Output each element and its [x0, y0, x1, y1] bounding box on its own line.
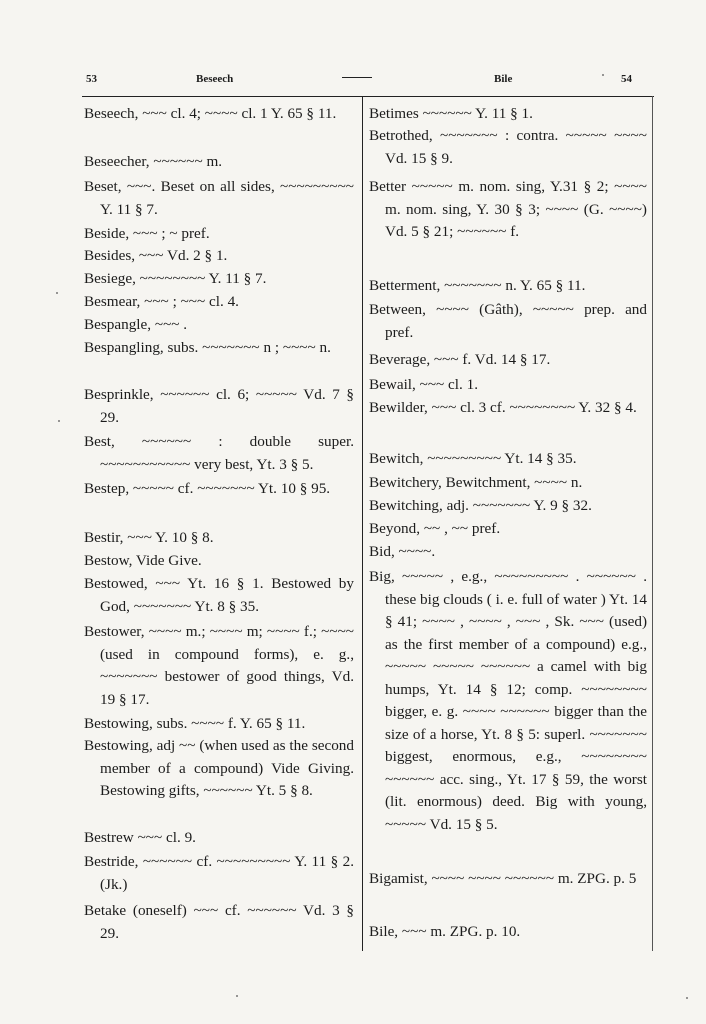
column-divider [362, 96, 363, 951]
entry-bewitching: Bewitching, adj. ~~~~~~~ Y. 9 § 32. [369, 497, 592, 514]
left-running-head: Beseech [196, 73, 234, 85]
entry-bid: Bid, ~~~~. [369, 543, 436, 560]
entry-betimes: Betimes ~~~~~~ Y. 11 § 1. [369, 105, 533, 122]
entry-bestowing-subs: Bestowing, subs. ~~~~ f. Y. 65 § 11. [84, 715, 306, 732]
entry-bigamist: Bigamist, ~~~~ ~~~~ ~~~~~~ m. ZPG. p. 5 [369, 870, 637, 887]
entry-betterment: Betterment, ~~~~~~~ n. Y. 65 § 11. [369, 277, 586, 294]
right-page-number: 54 [621, 73, 632, 85]
right-running-head: Bile [494, 73, 513, 85]
entry-beseecher: Beseecher, ~~~~~~ m. [84, 153, 223, 170]
entry-bestir: Bestir, ~~~ Y. 10 § 8. [84, 529, 214, 546]
entry-besiege: Besiege, ~~~~~~~~ Y. 11 § 7. [84, 270, 267, 287]
entry-beverage: Beverage, ~~~ f. Vd. 14 § 17. [369, 351, 551, 368]
entry-bestowing-adj: Bestowing, adj ~~ (when used as the second member of a compound) Vide Giving. Bestowing gifts, ~~~~~~ Yt. 5 § 8. [84, 737, 354, 799]
entry-bewitch: Bewitch, ~~~~~~~~~ Yt. 14 § 35. [369, 450, 577, 467]
entry-best: Best, ~~~~~~ : double super. ~~~~~~~~~~~ very best, Yt. 3 § 5. [84, 433, 354, 473]
left-page-number: 53 [86, 73, 97, 85]
ink-speck [58, 420, 60, 422]
ink-speck [686, 997, 688, 999]
entry-bestrew: Bestrew ~~~ cl. 9. [84, 829, 196, 846]
entry-bestower: Bestower, ~~~~ m.; ~~~~ m; ~~~~ f.; ~~~~ (used in compound forms), e. g., ~~~~~~~ bestower of good things, Vd. 19 § 17. [84, 623, 354, 708]
entry-beseech: Beseech, ~~~ cl. 4; ~~~~ cl. 1 Y. 65 § 11. [84, 105, 337, 122]
entry-bestride: Bestride, ~~~~~~ cf. ~~~~~~~~~ Y. 11 § 2. (Jk.) [84, 853, 354, 893]
ink-speck [602, 74, 604, 76]
entry-beset: Beset, ~~~. Beset on all sides, ~~~~~~~~~ Y. 11 § 7. [84, 178, 354, 218]
header-rule [82, 96, 654, 97]
ink-speck [236, 995, 238, 997]
entry-bestow: Bestow, Vide Give. [84, 552, 202, 569]
entry-big: Big, ~~~~~ , e.g., ~~~~~~~~~ . ~~~~~~ . these big clouds ( i. e. full of water ) Yt. 14 § 41; ~~~~ , ~~~~ , ~~~ , Sk. ~~~ (used) as the first member of a compound) e.g., ~~~~~ ~~~~~ ~~~~~~ a camel with big humps, Yt. 14 § 12; comp. ~~~~~~~~ bigger, e. g. ~~~~ ~~~~~~ bigger than the size of a horse, Yt. 8 § 5: superl. ~~~~~~~ biggest, enormous, e.g., ~~~~~~~~ ~~~~~~ acc. sing., Yt. 17 § 59, the worst (lit. enormous) deed. Big with young, ~~~~~ Vd. 15 § 5. [369, 568, 647, 833]
entry-betake: Betake (oneself) ~~~ cf. ~~~~~~ Vd. 3 § 29. [84, 902, 354, 942]
entry-bewail: Bewail, ~~~ cl. 1. [369, 376, 479, 393]
entry-bewilder: Bewilder, ~~~ cl. 3 cf. ~~~~~~~~ Y. 32 § 4. [369, 399, 637, 416]
ink-speck [56, 292, 58, 294]
header-dash [342, 77, 372, 78]
entry-bewitchery: Bewitchery, Bewitchment, ~~~~ n. [369, 474, 583, 491]
entry-beside: Beside, ~~~ ; ~ pref. [84, 225, 210, 242]
entry-besprinkle: Besprinkle, ~~~~~~ cl. 6; ~~~~~ Vd. 7 § 29. [84, 386, 354, 426]
entry-between: Between, ~~~~ (Gâth), ~~~~~ prep. and pref. [369, 301, 647, 341]
entry-bile: Bile, ~~~ m. ZPG. p. 10. [369, 923, 521, 940]
right-margin-rule [652, 96, 653, 951]
entry-better: Better ~~~~~ m. nom. sing, Y.31 § 2; ~~~~ m. nom. sing, Y. 30 § 3; ~~~~ (G. ~~~~) Vd. 5 § 21; ~~~~~~ f. [369, 178, 647, 240]
entry-besides: Besides, ~~~ Vd. 2 § 1. [84, 247, 228, 264]
entry-bespangle: Bespangle, ~~~ . [84, 316, 188, 333]
entry-besmear: Besmear, ~~~ ; ~~~ cl. 4. [84, 293, 239, 310]
entry-bestowed: Bestowed, ~~~ Yt. 16 § 1. Bestowed by God, ~~~~~~~ Yt. 8 § 35. [84, 575, 354, 615]
entry-betrothed: Betrothed, ~~~~~~~ : contra. ~~~~~ ~~~~ Vd. 15 § 9. [369, 127, 647, 167]
entry-bespangling: Bespangling, subs. ~~~~~~~ n ; ~~~~ n. [84, 339, 331, 356]
entry-bestep: Bestep, ~~~~~ cf. ~~~~~~~ Yt. 10 § 95. [84, 480, 331, 497]
entry-beyond: Beyond, ~~ , ~~ pref. [369, 520, 501, 537]
